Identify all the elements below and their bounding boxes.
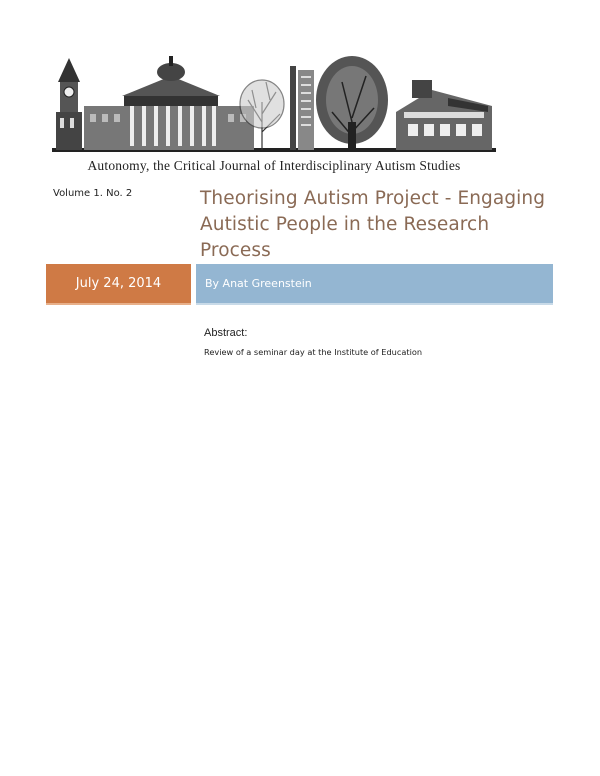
clock-tower-drawing — [56, 58, 82, 150]
tower-block-drawing — [290, 66, 314, 150]
portico-building-drawing — [84, 56, 254, 150]
volume-label: Volume 1. No. 2 — [53, 188, 133, 199]
abstract-body: Review of a seminar day at the Institute of Education — [204, 347, 423, 357]
modern-building-drawing — [396, 80, 492, 150]
journal-name-caption: Autonomy, the Critical Journal of Interdisciplinary Autism Studies — [87, 158, 461, 173]
large-tree-drawing — [316, 56, 388, 150]
author-bar — [196, 264, 553, 305]
publication-date-bar — [46, 264, 191, 305]
abstract-heading: Abstract: — [204, 327, 248, 339]
author-name: By Anat Greenstein — [205, 277, 312, 290]
article-title-line-2: Autistic People in the Research Process — [200, 214, 490, 261]
article-title — [200, 186, 560, 264]
publication-date: July 24, 2014 — [75, 276, 162, 291]
article-title-line-1: Theorising Autism Project - Engaging — [200, 188, 546, 209]
